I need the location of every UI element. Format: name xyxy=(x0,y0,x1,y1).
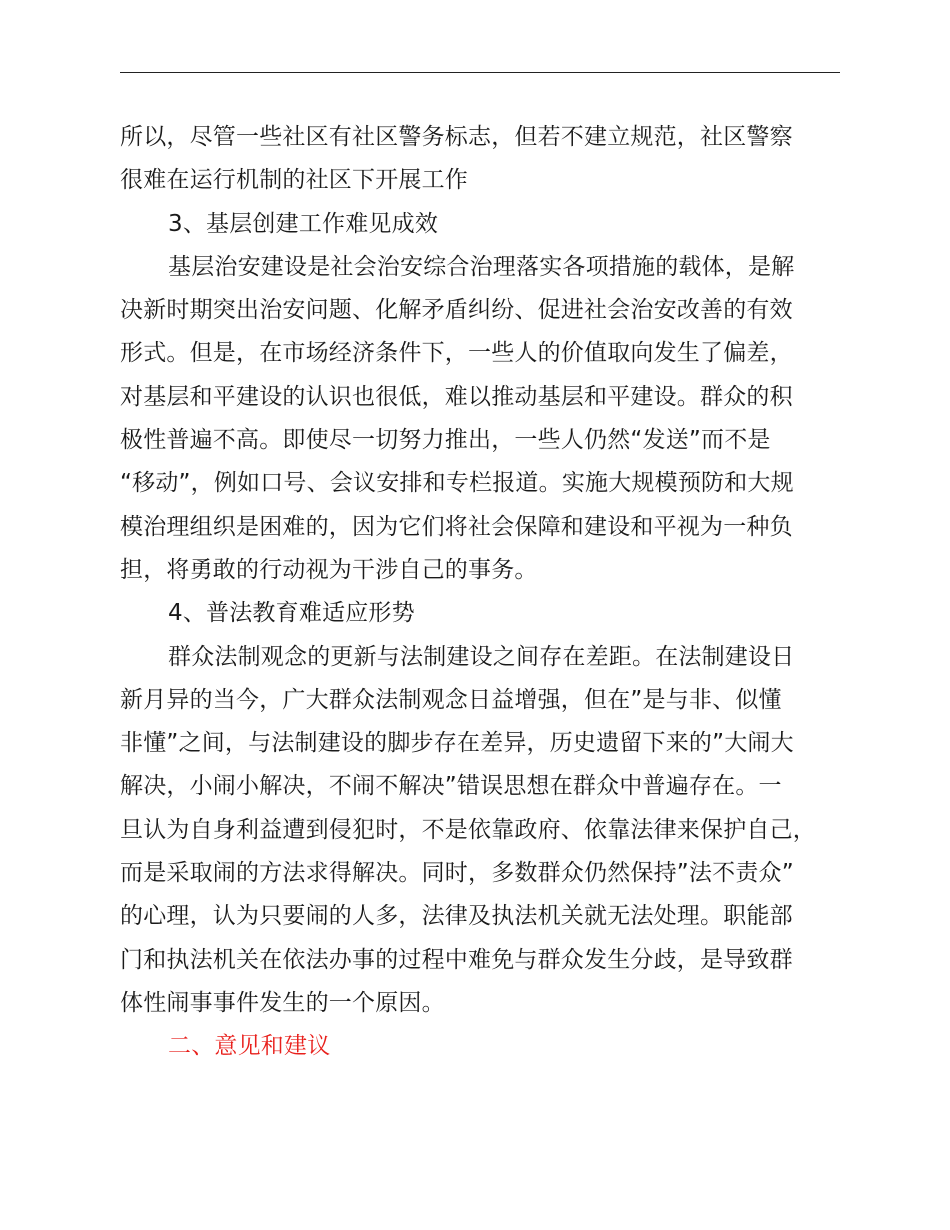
paragraph-line: 非懂”之间，与法制建设的脚步存在差异，历史遗留下来的”大闹大 xyxy=(120,730,794,757)
paragraph-line: 新月异的当今，广大群众法制观念日益增强，但在”是与非、似懂 xyxy=(120,686,782,713)
paragraph-line: 群众法制观念的更新与法制建设之间存在差距。在法制建设日 xyxy=(168,643,795,670)
paragraph-line: 的心理，认为只要闹的人多，法律及执法机关就无法处理。职能部 xyxy=(120,903,793,930)
paragraph-line: 决新时期突出治安问题、化解矛盾纠纷、促进社会治安改善的有效 xyxy=(120,297,793,324)
body-text xyxy=(120,116,850,1069)
section-heading-2-red: 二、意见和建议 xyxy=(168,1033,331,1060)
paragraph-line: 模治理组织是困难的，因为它们将社会保障和建设和平视为一种负 xyxy=(120,513,793,540)
paragraph-line: 担，将勇敢的行动视为干涉自己的事务。 xyxy=(120,556,538,583)
paragraph-line: 而是采取闹的方法求得解决。同时，多数群众仍然保持”法不责众” xyxy=(120,860,794,887)
paragraph-line: 对基层和平建设的认识也很低，难以推动基层和平建设。群众的积 xyxy=(120,383,793,410)
paragraph-line: 门和执法机关在依法办事的过程中难免与群众发生分歧，是导致群 xyxy=(120,946,793,973)
paragraph-line: 很难在运行机制的社区下开展工作 xyxy=(120,167,468,194)
paragraph-line: “移动”，例如口号、会议安排和专栏报道。实施大规模预防和大规 xyxy=(120,470,794,497)
header-rule xyxy=(120,72,840,73)
section-heading-4: 4、普法教育难适应形势 xyxy=(168,600,415,627)
paragraph-line: 体性闹事事件发生的一个原因。 xyxy=(120,989,445,1016)
paragraph-line: 旦认为自身利益遭到侵犯时，不是依靠政府、依靠法律来保护自己， xyxy=(120,816,816,843)
section-heading-3: 3、基层创建工作难见成效 xyxy=(168,210,439,237)
paragraph-line: 形式。但是，在市场经济条件下，一些人的价值取向发生了偏差， xyxy=(120,340,793,367)
paragraph-line: 极性普遍不高。即使尽一切努力推出，一些人仍然“发送”而不是 xyxy=(120,427,771,454)
paragraph-line: 基层治安建设是社会治安综合治理落实各项措施的载体，是解 xyxy=(168,253,795,280)
paragraph-line: 所以，尽管一些社区有社区警务标志，但若不建立规范，社区警察 xyxy=(120,124,793,150)
paragraph-line: 解决，小闹小解决，不闹不解决”错误思想在群众中普遍存在。一 xyxy=(120,773,782,800)
